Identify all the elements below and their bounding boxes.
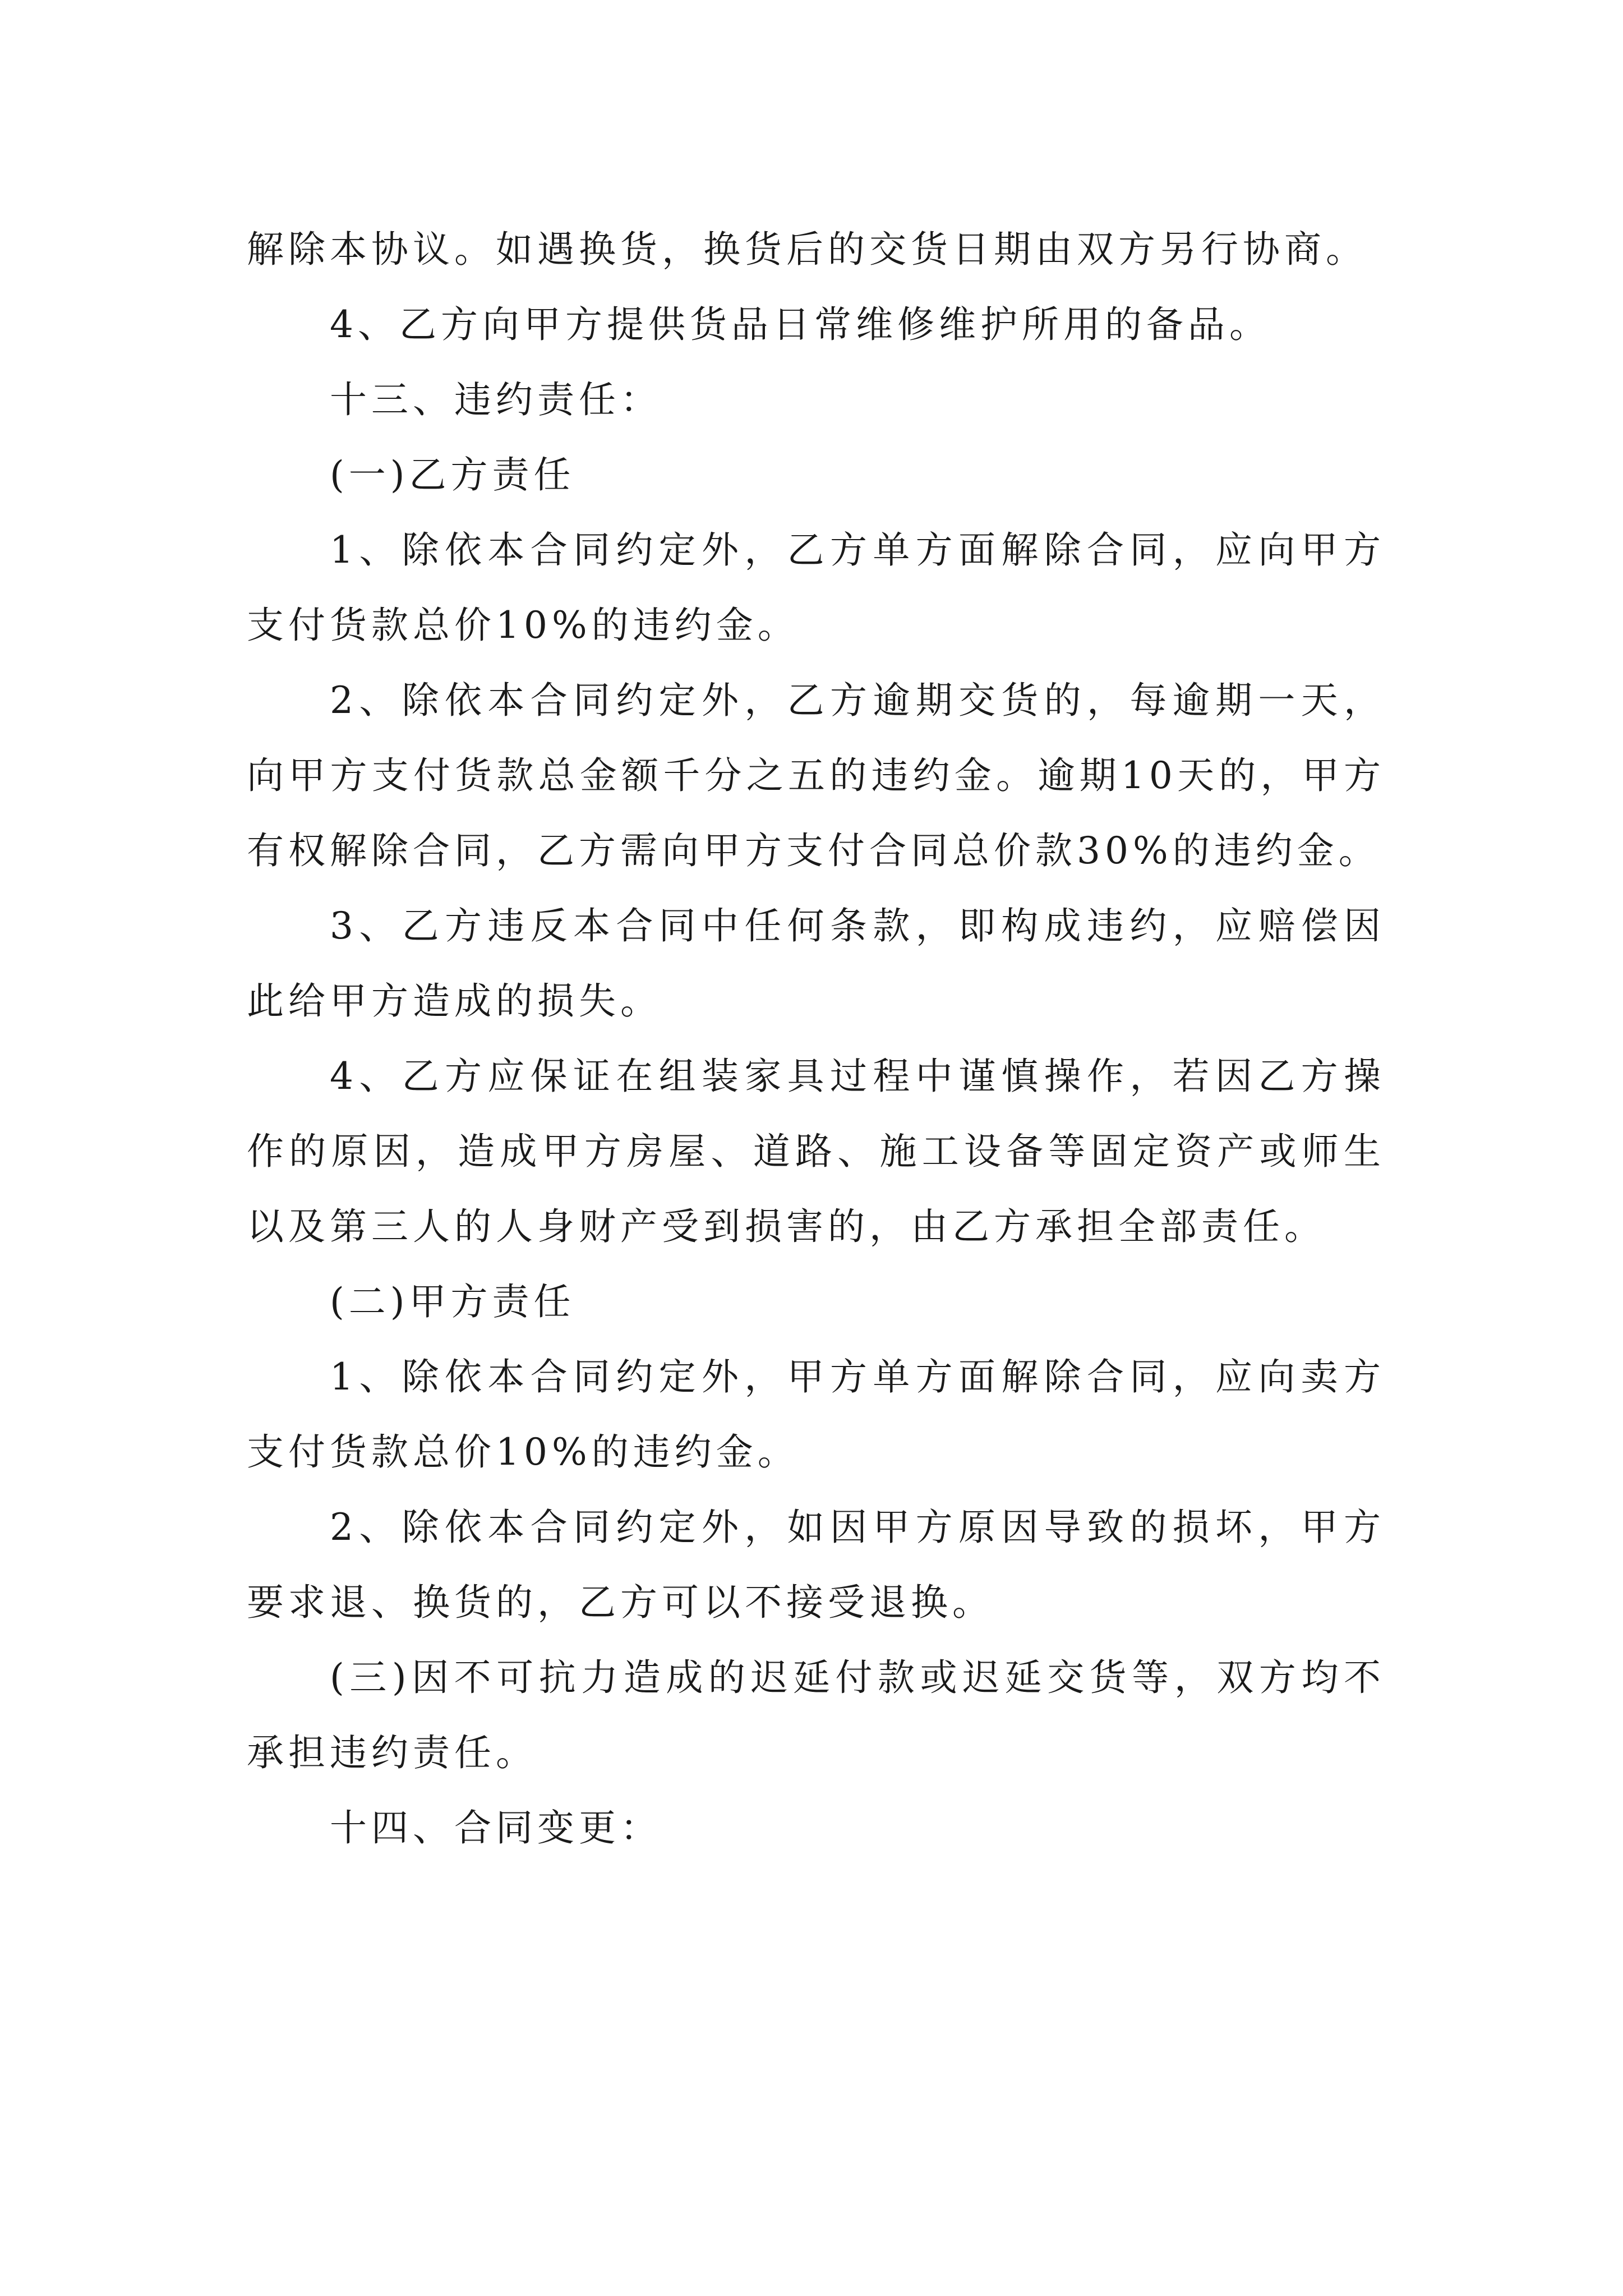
subsection-heading-party-a: (二)甲方责任	[330, 1280, 575, 1323]
paragraph-force-majeure: (三)因不可抗力造成的迟延付款或迟延交货等，双方均不承担违约责任。	[247, 1656, 1385, 1774]
document-body	[247, 212, 1385, 1866]
paragraph-party-a-1: 1、除依本合同约定外，甲方单方面解除合同，应向卖方支付货款总价10%的违约金。	[247, 1355, 1385, 1474]
paragraph-party-a-2: 2、除依本合同约定外，如因甲方原因导致的损坏，甲方要求退、换货的，乙方可以不接受退换。	[247, 1506, 1385, 1624]
paragraph-party-b-2: 2、除依本合同约定外，乙方逾期交货的，每逾期一天，向甲方支付货款总金额千分之五的违约金。逾期10天的，甲方有权解除合同，乙方需向甲方支付合同总价款30%的违约金。	[247, 679, 1385, 872]
section-heading-14: 十四、合同变更：	[330, 1806, 662, 1849]
paragraph-party-b-4: 4、乙方应保证在组装家具过程中谨慎操作，若因乙方操作的原因，造成甲方房屋、道路、施工设备等固定资产或师生以及第三人的人身财产受到损害的，由乙方承担全部责任。	[247, 1055, 1385, 1248]
paragraph-item-4-spare-parts: 4、乙方向甲方提供货品日常维修维护所用的备品。	[330, 303, 1271, 346]
paragraph-continuation: 解除本协议。如遇换货，换货后的交货日期由双方另行协商。	[247, 228, 1367, 271]
paragraph-party-b-1: 1、除依本合同约定外，乙方单方面解除合同，应向甲方支付货款总价10%的违约金。	[247, 528, 1385, 647]
section-heading-13: 十三、违约责任：	[330, 378, 662, 421]
subsection-heading-party-b: (一)乙方责任	[330, 453, 575, 496]
paragraph-party-b-3: 3、乙方违反本合同中任何条款，即构成违约，应赔偿因此给甲方造成的损失。	[247, 904, 1385, 1023]
